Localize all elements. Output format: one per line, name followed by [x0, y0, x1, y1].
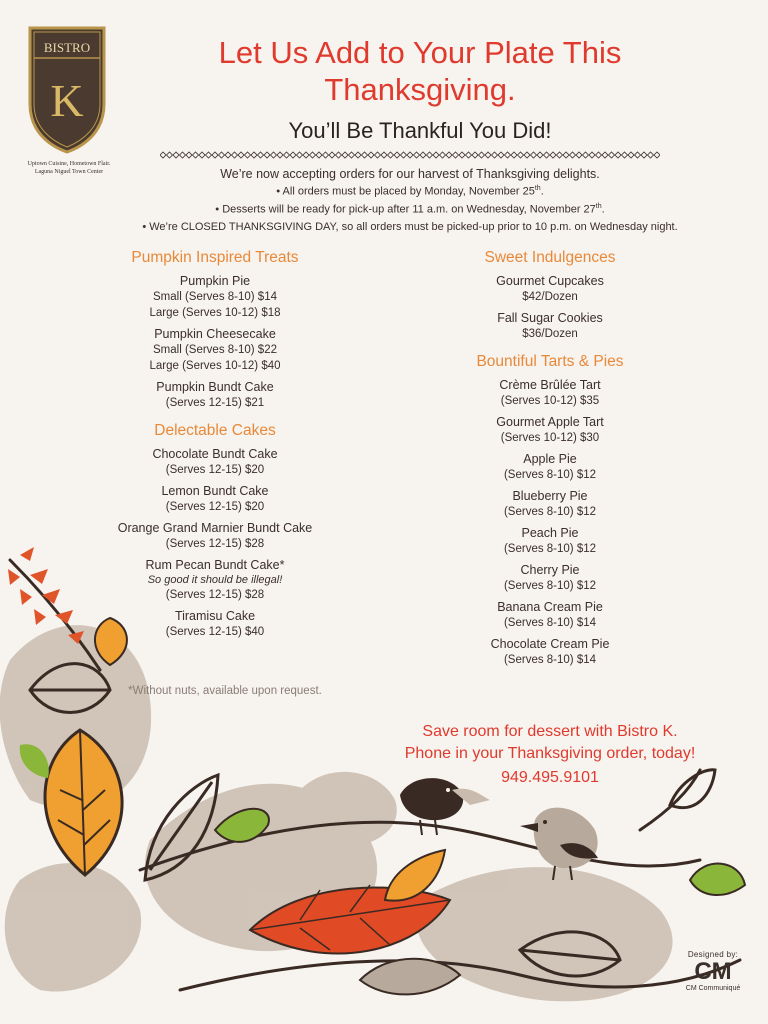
divider-diamond [271, 152, 277, 158]
section-title: Delectable Cakes [154, 422, 276, 439]
divider-diamond [245, 152, 251, 158]
logo-name: BISTRO [43, 40, 91, 55]
divider-diamond [193, 152, 199, 158]
divider-diamond [258, 152, 264, 158]
divider-diamond [589, 152, 595, 158]
divider-diamond [596, 152, 602, 158]
menu-item: Pumpkin Pie Small (Serves 8-10) $14 Large (Serves 10-12) $18 [149, 274, 281, 319]
menu-item: Gourmet Apple Tart (Serves 10-12) $30 [496, 415, 604, 444]
logo-monogram: K [50, 75, 84, 126]
menu-item: Gourmet Cupcakes $42/Dozen [496, 274, 604, 303]
footnote: *Without nuts, available upon request. [128, 685, 322, 697]
intro-text: We’re now accepting orders for our harvest of Thanksgiving delights. [220, 167, 600, 181]
divider-diamond [375, 152, 381, 158]
divider-diamond [167, 152, 173, 158]
credit-name: CM Communiqué [685, 985, 741, 992]
divider-diamond [349, 152, 355, 158]
divider-diamond [602, 152, 608, 158]
menu-item: Orange Grand Marnier Bundt Cake (Serves 12-15) $28 [117, 521, 313, 550]
menu-column-right [440, 248, 660, 668]
divider-diamond [251, 152, 257, 158]
divider-diamond [511, 152, 517, 158]
divider-diamond [498, 152, 504, 158]
divider-diamond [453, 152, 459, 158]
divider-diamond [180, 152, 186, 158]
divider-diamond [342, 152, 348, 158]
divider-diamond [557, 152, 563, 158]
divider-diamond [232, 152, 238, 158]
subtitle: You’ll Be Thankful You Did! [288, 118, 552, 143]
logo-tagline: Uptown Cuisine, Hometown Flair. [27, 161, 111, 167]
divider-diamond [401, 152, 407, 158]
divider-diamond [420, 152, 426, 158]
cta-line-2: Phone in your Thanksgiving order, today! [404, 745, 696, 762]
menu-item: Peach Pie (Serves 8-10) $12 [503, 526, 597, 555]
section-title: Sweet Indulgences [484, 249, 616, 266]
divider-diamond [570, 152, 576, 158]
call-to-action [350, 721, 750, 765]
menu-item: Chocolate Cream Pie (Serves 8-10) $14 [490, 637, 610, 666]
phone-number: 949.495.9101 [501, 769, 599, 786]
grey-leaf [360, 959, 460, 995]
divider-diamond [648, 152, 654, 158]
divider-diamond [303, 152, 309, 158]
menu-item: Apple Pie (Serves 8-10) $12 [503, 452, 597, 481]
divider-diamond [615, 152, 621, 158]
menu-item: Banana Cream Pie (Serves 8-10) $14 [497, 600, 603, 629]
logo-location: Laguna Niguel Town Center [34, 169, 104, 175]
menu-item: Rum Pecan Bundt Cake* So good it should be illegal! (Serves 12-15) $28 [145, 558, 285, 601]
divider-diamond [492, 152, 498, 158]
divider-diamond [206, 152, 212, 158]
divider-diamond [531, 152, 537, 158]
divider-diamond [297, 152, 303, 158]
divider-diamond [427, 152, 433, 158]
divider-diamond [576, 152, 582, 158]
divider-diamond [466, 152, 472, 158]
divider-diamond [446, 152, 452, 158]
menu-item: Lemon Bundt Cake (Serves 12-15) $20 [161, 484, 269, 513]
divider-diamond [368, 152, 374, 158]
section-title: Bountiful Tarts & Pies [476, 353, 624, 370]
divider-diamond [362, 152, 368, 158]
menu-item: Fall Sugar Cookies $36/Dozen [497, 311, 603, 340]
divider-diamond [323, 152, 329, 158]
divider-diamond [186, 152, 192, 158]
title-line-2: Thanksgiving. [324, 72, 516, 107]
divider-diamond [622, 152, 628, 158]
divider-diamond [563, 152, 569, 158]
divider-diamond [381, 152, 387, 158]
divider-diamond [537, 152, 543, 158]
divider-diamond [290, 152, 296, 158]
divider-diamond [485, 152, 491, 158]
divider-diamond [329, 152, 335, 158]
divider-diamond [173, 152, 179, 158]
divider-diamond [479, 152, 485, 158]
designer-credit [668, 950, 758, 992]
menu-item: Chocolate Bundt Cake (Serves 12-15) $20 [152, 447, 278, 476]
divider-diamond [583, 152, 589, 158]
menu-item: Pumpkin Bundt Cake (Serves 12-15) $21 [156, 380, 274, 409]
divider-diamond [264, 152, 270, 158]
divider-diamond [407, 152, 413, 158]
divider-diamond [225, 152, 231, 158]
cm-logo-icon: CM [694, 958, 732, 985]
bistro-k-crest-icon [24, 24, 110, 156]
divider-diamond [459, 152, 465, 158]
section-title: Pumpkin Inspired Treats [131, 249, 299, 266]
page-title [120, 34, 720, 108]
divider-diamond [336, 152, 342, 158]
divider-diamond [284, 152, 290, 158]
divider-diamond [199, 152, 205, 158]
divider-diamond [388, 152, 394, 158]
divider-diamond [414, 152, 420, 158]
green-leaf-right [690, 864, 745, 895]
divider-diamond [310, 152, 316, 158]
credit-label: Designed by: [687, 950, 739, 959]
divider-diamond [277, 152, 283, 158]
bullet-2: • Desserts will be ready for pick-up after 11 a.m. on Wednesday, November 27th. [215, 203, 605, 216]
menu-item: Tiramisu Cake (Serves 12-15) $40 [165, 609, 265, 638]
divider-diamond [505, 152, 511, 158]
divider-diamond [238, 152, 244, 158]
divider-diamond [544, 152, 550, 158]
divider-diamond [355, 152, 361, 158]
diamond-divider [160, 150, 660, 160]
menu-item: Crème Brûlée Tart (Serves 10-12) $35 [499, 378, 601, 407]
bullet-1: • All orders must be placed by Monday, November 25th. [276, 185, 544, 198]
bullet-3: • We’re CLOSED THANKSGIVING DAY, so all orders must be picked-up prior to 10 p.m. on Wednesday night. [142, 221, 678, 233]
divider-diamond [472, 152, 478, 158]
menu-item: Cherry Pie (Serves 8-10) $12 [503, 563, 597, 592]
title-line-1: Let Us Add to Your Plate This [218, 35, 622, 70]
menu-column-left [90, 248, 340, 640]
divider-diamond [628, 152, 634, 158]
divider-diamond [635, 152, 641, 158]
divider-diamond [433, 152, 439, 158]
divider-diamond [394, 152, 400, 158]
menu-item: Blueberry Pie (Serves 8-10) $12 [503, 489, 597, 518]
divider-diamond [212, 152, 218, 158]
divider-diamond [609, 152, 615, 158]
divider-diamond [641, 152, 647, 158]
divider-diamond [654, 152, 660, 158]
menu-item: Pumpkin Cheesecake Small (Serves 8-10) $22 Large (Serves 10-12) $40 [149, 327, 281, 372]
divider-diamond [316, 152, 322, 158]
divider-diamond [219, 152, 225, 158]
divider-diamond [518, 152, 524, 158]
divider-diamond [550, 152, 556, 158]
divider-diamond [440, 152, 446, 158]
divider-diamond [160, 152, 166, 158]
cta-line-1: Save room for dessert with Bistro K. [422, 723, 678, 740]
divider-diamond [524, 152, 530, 158]
